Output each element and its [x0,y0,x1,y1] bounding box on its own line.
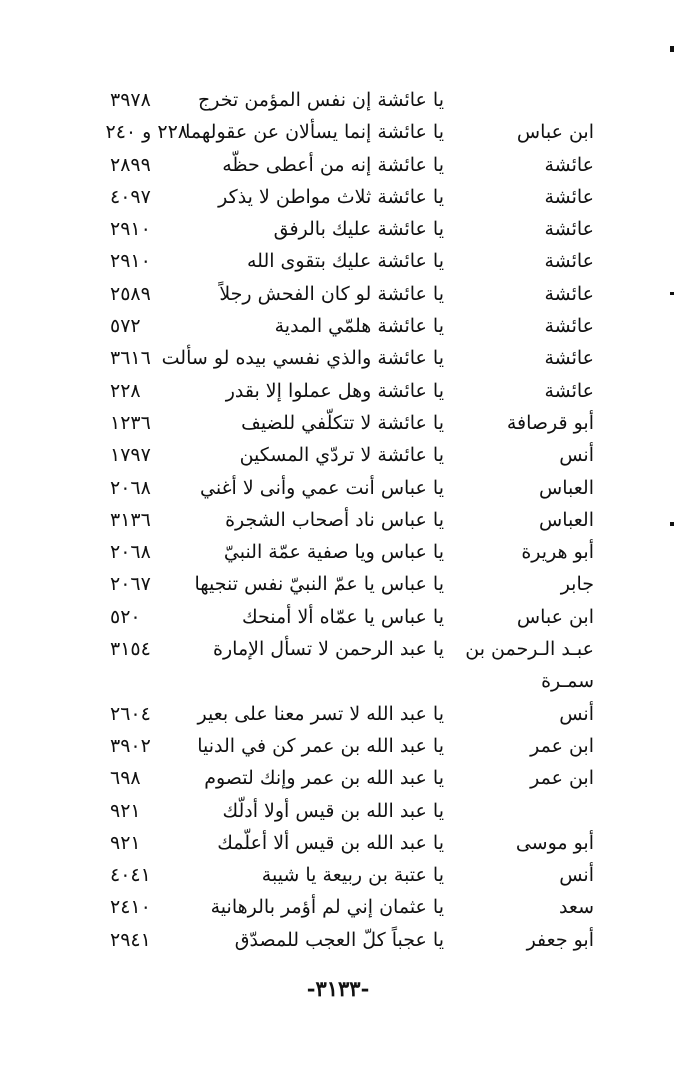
hadith-phrase: يا عبد الله بن قيس أولا أدلّك [222,799,444,822]
narrator-name: عائشة [544,153,594,176]
narrator-name: ابن عمر [530,767,594,790]
narrator-name: سعد [558,896,594,919]
index-entry [0,859,676,891]
hadith-phrase: يا عبد الله بن قيس ألا أعلّمك [217,831,444,854]
narrator-name: ابن عباس [516,121,594,144]
hadith-phrase: يا عائشة إنما يسألان عن عقولهما [185,121,444,144]
hadith-phrase: يا عائشة لو كان الفحش رجلاً [219,282,444,305]
narrator-name: أنس [559,444,594,467]
index-entry [0,149,676,181]
index-entry [0,245,676,277]
reference-number: ٢٨٩٩ [110,153,151,176]
hadith-phrase: يا عائشة إنه من أعطى حظّه [222,153,444,176]
narrator-name: أنس [559,864,594,887]
index-entry [0,665,676,697]
hadith-phrase: يا عبد الله بن عمر وإنك لتصوم [204,767,444,790]
hadith-phrase: يا عتبة بن ربيعة يا شيبة [261,864,444,887]
narrator-name: ابن عباس [516,605,594,628]
reference-number: ٢٤١٠ [110,896,151,919]
index-entry [0,536,676,568]
hadith-phrase: يا عائشة ثلاث مواطن لا يذكر [218,185,444,208]
hadith-phrase: يا عائشة لا تردّي المسكين [239,444,444,467]
reference-number: ٢٩١٠ [110,250,151,273]
narrator-name: عائشة [544,282,594,305]
index-entries [0,84,676,956]
narrator-name: عائشة [544,250,594,273]
narrator-name: جابر [560,573,594,596]
index-entry [0,342,676,374]
page-number: -٣١٣٣- [306,976,370,1001]
hadith-phrase: يا عباس يا عمّ النبيّ نفس تنجيها [194,573,444,596]
hadith-phrase: يا عائشة وهل عملوا إلا بقدر [225,379,444,402]
hadith-phrase: يا عائشة عليك بتقوى الله [246,250,444,273]
reference-number: ٢٦٠٤ [110,702,151,725]
narrator-name: أبو هريرة [521,541,594,564]
reference-number: ١٢٣٦ [110,411,151,434]
hadith-phrase: يا عبد الله لا تسر معنا على بعير [197,702,444,725]
hadith-phrase: يا عائشة إن نفس المؤمن تخرج [198,89,444,111]
reference-number: ٢٢٨ [110,379,141,402]
narrator-name: عائشة [544,379,594,402]
narrator-name: سمـرة [541,670,594,693]
hadith-phrase: يا عباس يا عمّاه ألا أمنحك [241,605,444,628]
reference-number: ٣٩٧٨ [110,89,151,111]
index-entry [0,698,676,730]
reference-number: ٩٢١ [110,799,141,822]
index-entry [0,762,676,794]
narrator-name: العباس [539,508,594,531]
hadith-phrase: يا عباس أنت عمي وأنى لا أغني [200,476,444,499]
index-entry [0,504,676,536]
narrator-name: العباس [539,476,594,499]
reference-number: ٢٢٨ و ٢٤٠ [105,121,188,144]
narrator-name: عائشة [544,315,594,338]
reference-number: ٣١٣٦ [110,508,151,531]
narrator-name: عائشة [544,218,594,241]
narrator-name: أبو قرصافة [506,411,594,434]
reference-number: ٥٧٢ [110,315,141,338]
hadith-phrase: يا عائشة هلمّي المدية [274,315,444,338]
index-entry [0,84,676,116]
reference-number: ١٧٩٧ [110,444,151,467]
reference-number: ٢٩٤١ [110,928,151,951]
index-entry [0,568,676,600]
hadith-phrase: يا عباس ويا صفية عمّة النبيّ [223,541,444,564]
narrator-name: عبـد الـرحمن بن [465,638,594,661]
reference-number: ٤٠٩٧ [110,185,151,208]
index-entry [0,472,676,504]
hadith-phrase: يا عباس ناد أصحاب الشجرة [225,508,444,531]
hadith-phrase: يا عائشة عليك بالرفق [273,218,444,241]
narrator-name: أنس [559,702,594,725]
index-entry [0,924,676,956]
reference-number: ٢٩١٠ [110,218,151,241]
reference-number: ٢٠٦٨ [110,476,151,499]
reference-number: ٥٢٠ [110,605,141,628]
narrator-name: أبو موسى [515,831,594,854]
reference-number: ٣٦١٦ [110,347,151,370]
reference-number: ٢٥٨٩ [110,282,151,305]
reference-number: ٣٩٠٢ [110,734,151,757]
narrator-name: عائشة [544,185,594,208]
narrator-name: أبو جعفر [526,928,594,951]
narrator-name: عائشة [544,347,594,370]
hadith-phrase: يا عبد الرحمن لا تسأل الإمارة [213,638,444,661]
margin-mark [670,46,674,52]
narrator-name: ابن عمر [530,734,594,757]
index-entry [0,116,676,148]
index-entry [0,407,676,439]
reference-number: ٣١٥٤ [110,638,151,661]
index-entry [0,278,676,310]
reference-number: ٢٠٦٨ [110,541,151,564]
index-entry [0,439,676,471]
reference-number: ٤٠٤١ [110,864,151,887]
hadith-phrase: يا عائشة والذي نفسي بيده لو سألت [161,347,444,370]
reference-number: ٢٠٦٧ [110,573,151,596]
index-entry [0,310,676,342]
index-entry [0,730,676,762]
index-entry [0,795,676,827]
hadith-phrase: يا عجباً كلّ العجب للمصدّق [234,928,444,951]
hadith-phrase: يا عثمان إني لم أؤمر بالرهانية [210,896,444,919]
index-entry [0,827,676,859]
reference-number: ٦٩٨ [110,767,141,790]
index-entry [0,891,676,923]
reference-number: ٩٢١ [110,831,141,854]
hadith-phrase: يا عائشة لا تتكلّفي للضيف [241,411,444,434]
index-entry [0,213,676,245]
hadith-phrase: يا عبد الله بن عمر كن في الدنيا [197,734,444,757]
index-entry [0,601,676,633]
index-entry [0,633,676,665]
index-entry [0,375,676,407]
index-entry [0,181,676,213]
